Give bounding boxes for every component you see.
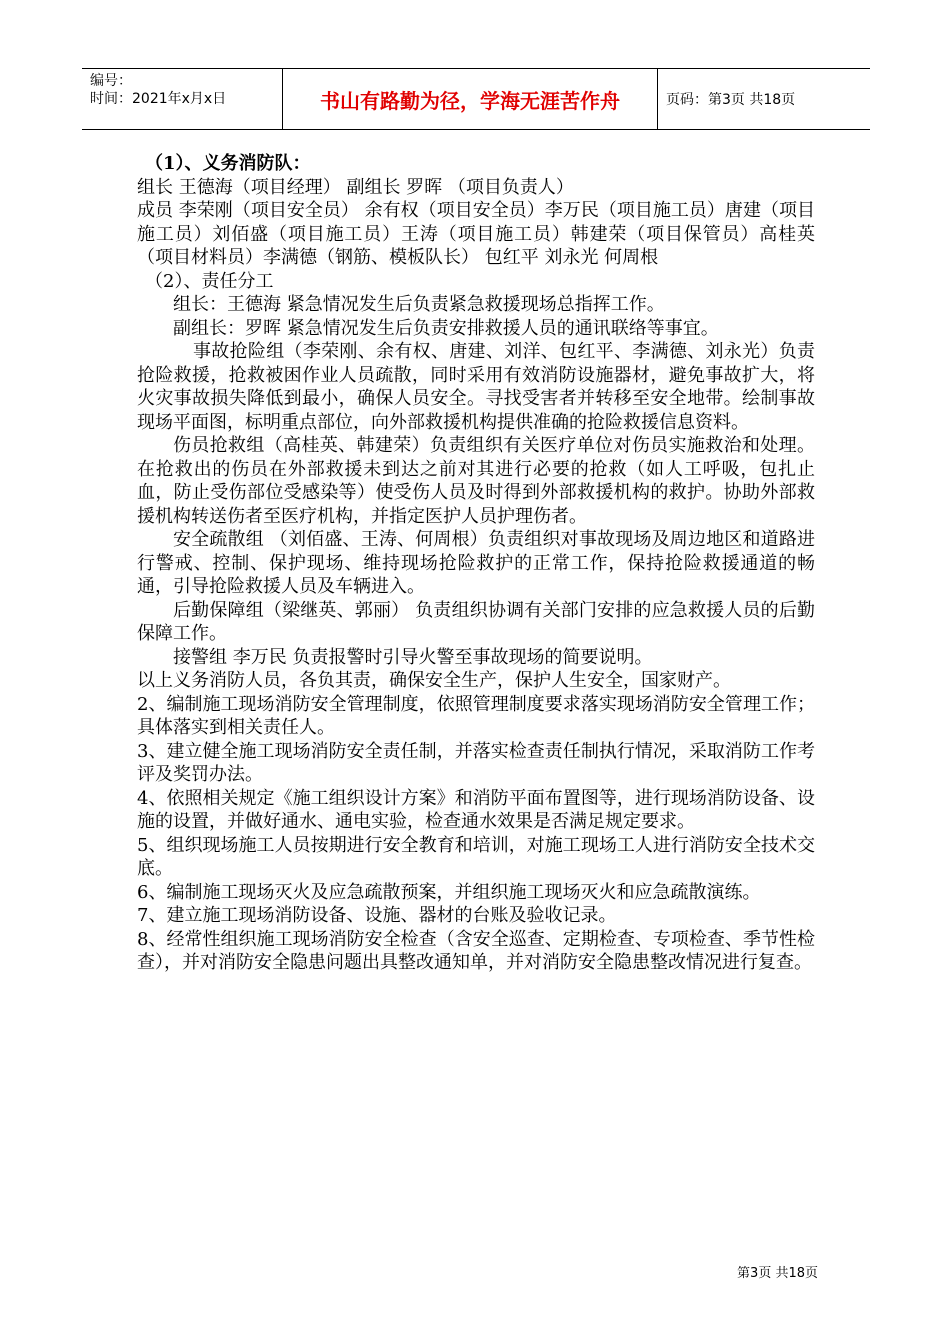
logistics-group-paragraph: 后勤保障组（梁继英、郭丽） 负责组织协调有关部门安排的应急救援人员的后勤保障工作。 — [137, 599, 815, 644]
item-2: 2、编制施工现场消防安全管理制度，依照管理制度要求落实现场消防安全管理工作；具体落实到相关责任人。 — [137, 693, 815, 738]
section-title-responsibilities: （2）、责任分工 — [145, 270, 274, 292]
rescue-group-paragraph: 事故抢险组（李荣刚、余有权、唐建、刘洋、包红平、李满德、刘永光）负责抢险救援，抢救被困作业人员疏散，同时采用有效消防设施器材，避免事故扩大，将火灾事故损失降低到最小，确保人员安全。寻找受害者并转移至安全地带。绘制事故现场平面图，标明重点部位，向外部救援机构提供准确的抢险救援信息资料。 — [137, 341, 815, 433]
medical-group-paragraph: 伤员抢救组（高桂英、韩建荣）负责组织有关医疗单位对伤员实施救治和处理。在抢救出的伤员在外部救援未到达之前对其进行必要的抢救（如人工呼吸，包扎止血，防止受伤部位受感染等）使受伤人员及时得到外部救援机构的救护。协助外部救援机构转送伤者至医疗机构，并指定医护人员护理伤者。 — [137, 435, 815, 527]
page-footer: 第3页 共18页 — [737, 1266, 818, 1281]
item-5: 5、组织现场施工人员按期进行安全教育和培训，对施工现场工人进行消防安全技术交底。 — [137, 834, 815, 879]
evacuation-group-paragraph: 安全疏散组 （刘佰盛、王涛、何周根）负责组织对事故现场及周边地区和道路进行警戒、控制、保护现场、维持现场抢险救护的正常工作，保持抢险救援通道的畅通，引导抢险救援人员及车辆进入。 — [137, 529, 815, 597]
document-number-label: 编号： — [90, 73, 132, 89]
duty-leader: 组长：王德海 紧急情况发生后负责紧急救援现场总指挥工作。 — [173, 294, 665, 315]
header-motto: 书山有路勤为径，学海无涯苦作舟 — [282, 69, 658, 129]
section-title-volunteer-fire-brigade: （1）、义务消防队： — [145, 153, 311, 174]
document-time-label: 时间：2021年x月x日 — [90, 91, 227, 107]
document-body — [137, 152, 815, 975]
header-page-info: 页码：第3页 共18页 — [666, 92, 796, 108]
item-7: 7、建立施工现场消防设备、设施、器材的台账及验收记录。 — [137, 905, 617, 926]
duty-deputy: 副组长：罗晖 紧急情况发生后负责安排救援人员的通讯联络等事宜。 — [173, 317, 719, 339]
alarm-group-paragraph: 接警组 李万民 负责报警时引导火警至事故现场的简要说明。 — [173, 646, 653, 668]
item-3: 3、建立健全施工现场消防安全责任制，并落实检查责任制执行情况，采取消防工作考评及奖罚办法。 — [137, 740, 815, 785]
item-6: 6、编制施工现场灭火及应急疏散预案，并组织施工现场灭火和应急疏散演练。 — [137, 881, 761, 903]
page-header — [82, 68, 870, 130]
summary-paragraph: 以上义务消防人员，各负其责，确保安全生产，保护人生安全，国家财产。 — [137, 670, 731, 691]
members-paragraph: 成员 李荣刚（项目安全员） 余有权（项目安全员）李万民（项目施工员）唐建（项目施工员）刘佰盛（项目施工员）王涛（项目施工员）韩建荣（项目保管员）高桂英（项目材料员）李满德（钢筋、模板队长） 包红平 刘永光 何周根 — [137, 200, 815, 268]
header-meta — [82, 69, 282, 129]
item-4: 4、依照相关规定《施工组织设计方案》和消防平面布置图等，进行现场消防设备、设施的设置，并做好通水、通电实验，检查通水效果是否满足规定要求。 — [137, 787, 815, 832]
leader-line: 组长 王德海（项目经理） 副组长 罗晖 （项目负责人） — [137, 176, 574, 198]
item-8: 8、经常性组织施工现场消防安全检查（含安全巡查、定期检查、专项检查、季节性检查），并对消防安全隐患问题出具整改通知单，并对消防安全隐患整改情况进行复查。 — [137, 928, 815, 973]
